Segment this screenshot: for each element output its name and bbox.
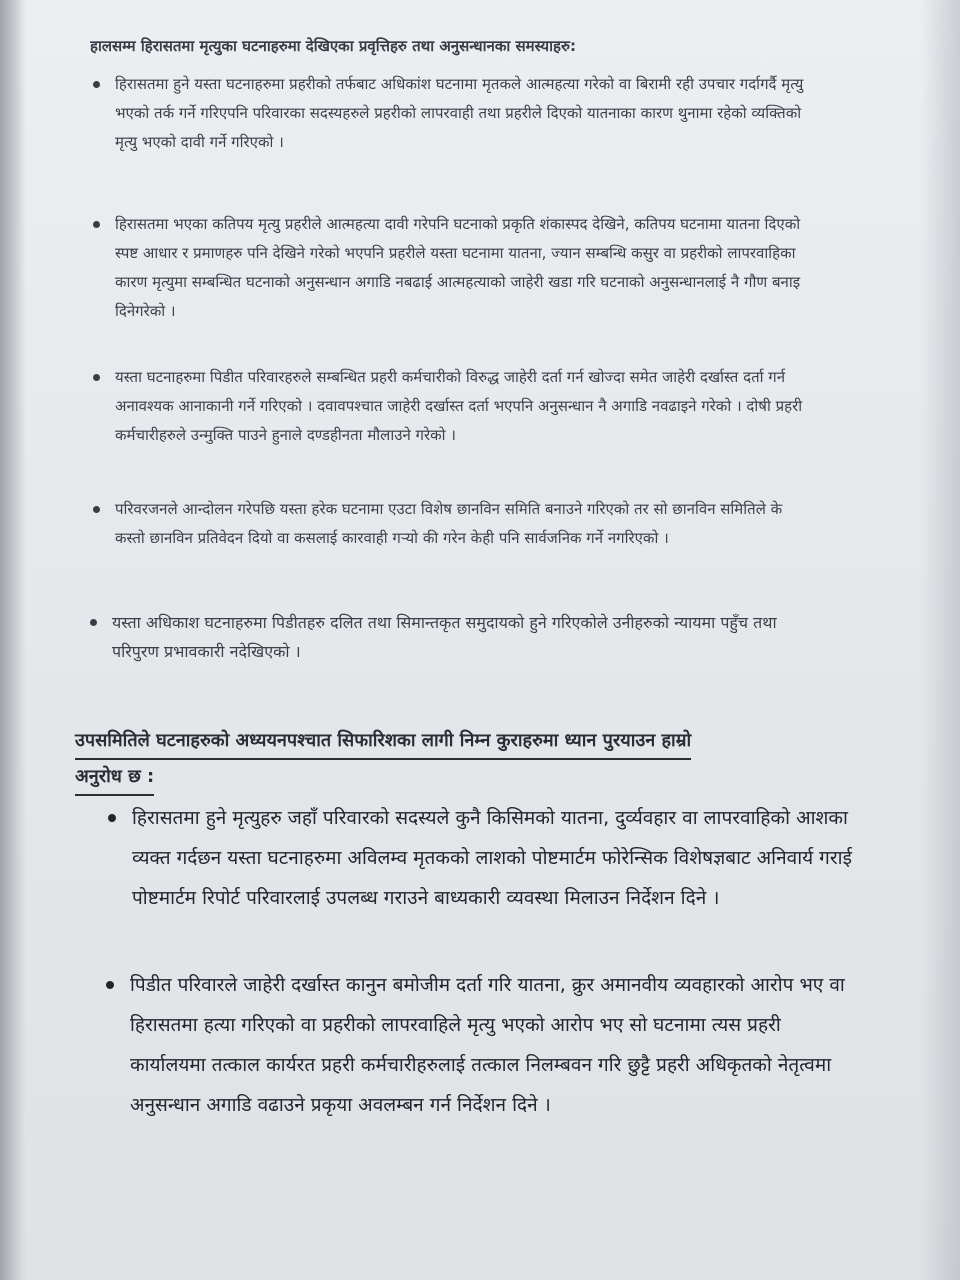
list-item bbox=[112, 608, 812, 666]
list-item-text: यस्ता अधिकाश घटनाहरुमा पिडीतहरु दलित तथा सिमान्तकृत समुदायको हुने गरिएकोले उनीहरुको न्यायमा पहुँच तथा परिपुरण प्रभावकारी नदेखिएको । bbox=[112, 613, 777, 661]
list-item-text: पिडीत परिवारले जाहेरी दर्खास्त कानुन बमोजीम दर्ता गरि यातना, क्रुर अमानवीय व्यवहारको आरोप भए वा हिरासतमा हत्या गरिएको वा प्रहरीको लापरवाहिले मृत्यु भएको आरोप भए सो घटनामा त्यस प्रहरी कार्यालयमा तत्काल कार्यरत प्रहरी कर्मचारीहरुलाई तत्काल निलम्बवन गरि छुट्टै प्रहरी अधिकृतको नेतृत्वमा अनुसन्धान अगाडि वढाउने प्रकृया अवलम्बन गर्न निर्देशन दिने । bbox=[130, 974, 845, 1116]
page-edge-shadow bbox=[0, 0, 26, 1280]
bullet-icon bbox=[90, 619, 97, 626]
list-item-text: परिवरजनले आन्दोलन गरेपछि यस्ता हरेक घटनामा एउटा विशेष छानविन समिति बनाउने गरिएको तर सो छानविन समितिले के कस्तो छानविन प्रतिवेदन दियो वा कसलाई कारवाही गर्‍यो की गरेन केही पनि सार्वजनिक गर्ने नगरिएको । bbox=[115, 500, 783, 547]
bullet-icon bbox=[93, 81, 100, 88]
recommendation-heading-line2: अनुरोध छ : bbox=[75, 760, 154, 796]
list-item bbox=[115, 495, 815, 553]
page-fold-shadow bbox=[920, 0, 960, 1280]
recommendation-heading-line1: उपसमितिले घटनाहरुको अध्ययनपश्चात सिफारिशका लागी निम्न कुराहरुमा ध्यान पुरयाउन हाम्रो bbox=[75, 724, 691, 760]
bullet-icon bbox=[108, 814, 116, 822]
list-item bbox=[130, 965, 850, 1125]
list-item bbox=[132, 798, 852, 918]
list-item bbox=[115, 210, 815, 326]
section-heading-trends: हालसम्म हिरासतमा मृत्युका घटनाहरुमा देखिएका प्रवृत्तिहरु तथा अनुसन्धानका समस्याहरु: bbox=[90, 37, 576, 55]
bullet-icon bbox=[106, 981, 114, 989]
list-item bbox=[115, 70, 815, 157]
list-item bbox=[115, 363, 815, 450]
list-item-text: यस्ता घटनाहरुमा पिडीत परिवारहरुले सम्बन्धित प्रहरी कर्मचारीको विरुद्ध जाहेरी दर्ता गर्न खोज्दा समेत जाहेरी दर्खास्त दर्ता गर्न अनावश्यक आनाकानी गर्ने गरिएको । दवावपश्चात जाहेरी दर्खास्त दर्ता भएपनि अनुसन्धान नै अगाडि नवढाइने गरेको । दोषी प्रहरी कर्मचारीहरुले उन्मुक्ति पाउने हुनाले दण्डहीनता मौलाउने गरेको । bbox=[115, 368, 803, 444]
list-item-text: हिरासतमा हुने यस्ता घटनाहरुमा प्रहरीको तर्फबाट अधिकांश घटनामा मृतकले आत्महत्या गरेको वा बिरामी रही उपचार गर्दागर्दै मृत्यु भएको तर्क गर्ने गरिएपनि परिवारका सदस्यहरुले प्रहरीको लापरवाही तथा प्रहरीले दिएको यातनाका कारण थुनामा रहेको व्यक्तिको मृत्यु भएको दावी गर्ने गरिएको । bbox=[115, 75, 804, 151]
bullet-icon bbox=[93, 221, 100, 228]
list-item-text: हिरासतमा भएका कतिपय मृत्यु प्रहरीले आत्महत्या दावी गरेपनि घटनाको प्रकृति शंकास्पद देखिने, कतिपय घटनामा यातना दिएको स्पष्ट आधार र प्रमाणहरु पनि देखिने गरेको भएपनि प्रहरीले यस्ता घटनामा यातना, ज्यान सम्बन्धि कसुर वा प्रहरीको लापरवाहिका कारण मृत्युमा सम्बन्धित घटनाको अनुसन्धान अगाडि नबढाई आत्महत्याको जाहेरी खडा गरि घटनाको अनुसन्धानलाई नै गौण बनाइ दिनेगरेको । bbox=[115, 215, 801, 320]
section-heading-recommendations bbox=[75, 724, 815, 796]
bullet-icon bbox=[93, 506, 100, 513]
bullet-icon bbox=[93, 374, 100, 381]
list-item-text: हिरासतमा हुने मृत्युहरु जहाँ परिवारको सदस्यले कुनै किसिमको यातना, दुर्व्यवहार वा लापरवाहिको आशका व्यक्त गर्दछन यस्ता घटनाहरुमा अविलम्व मृतकको लाशको पोष्टमार्टम फोरेन्सिक विशेषज्ञबाट अनिवार्य गराई पोष्टमार्टम रिपोर्ट परिवारलाई उपलब्ध गराउने बाध्यकारी व्यवस्था मिलाउन निर्देशन दिने । bbox=[132, 807, 852, 909]
